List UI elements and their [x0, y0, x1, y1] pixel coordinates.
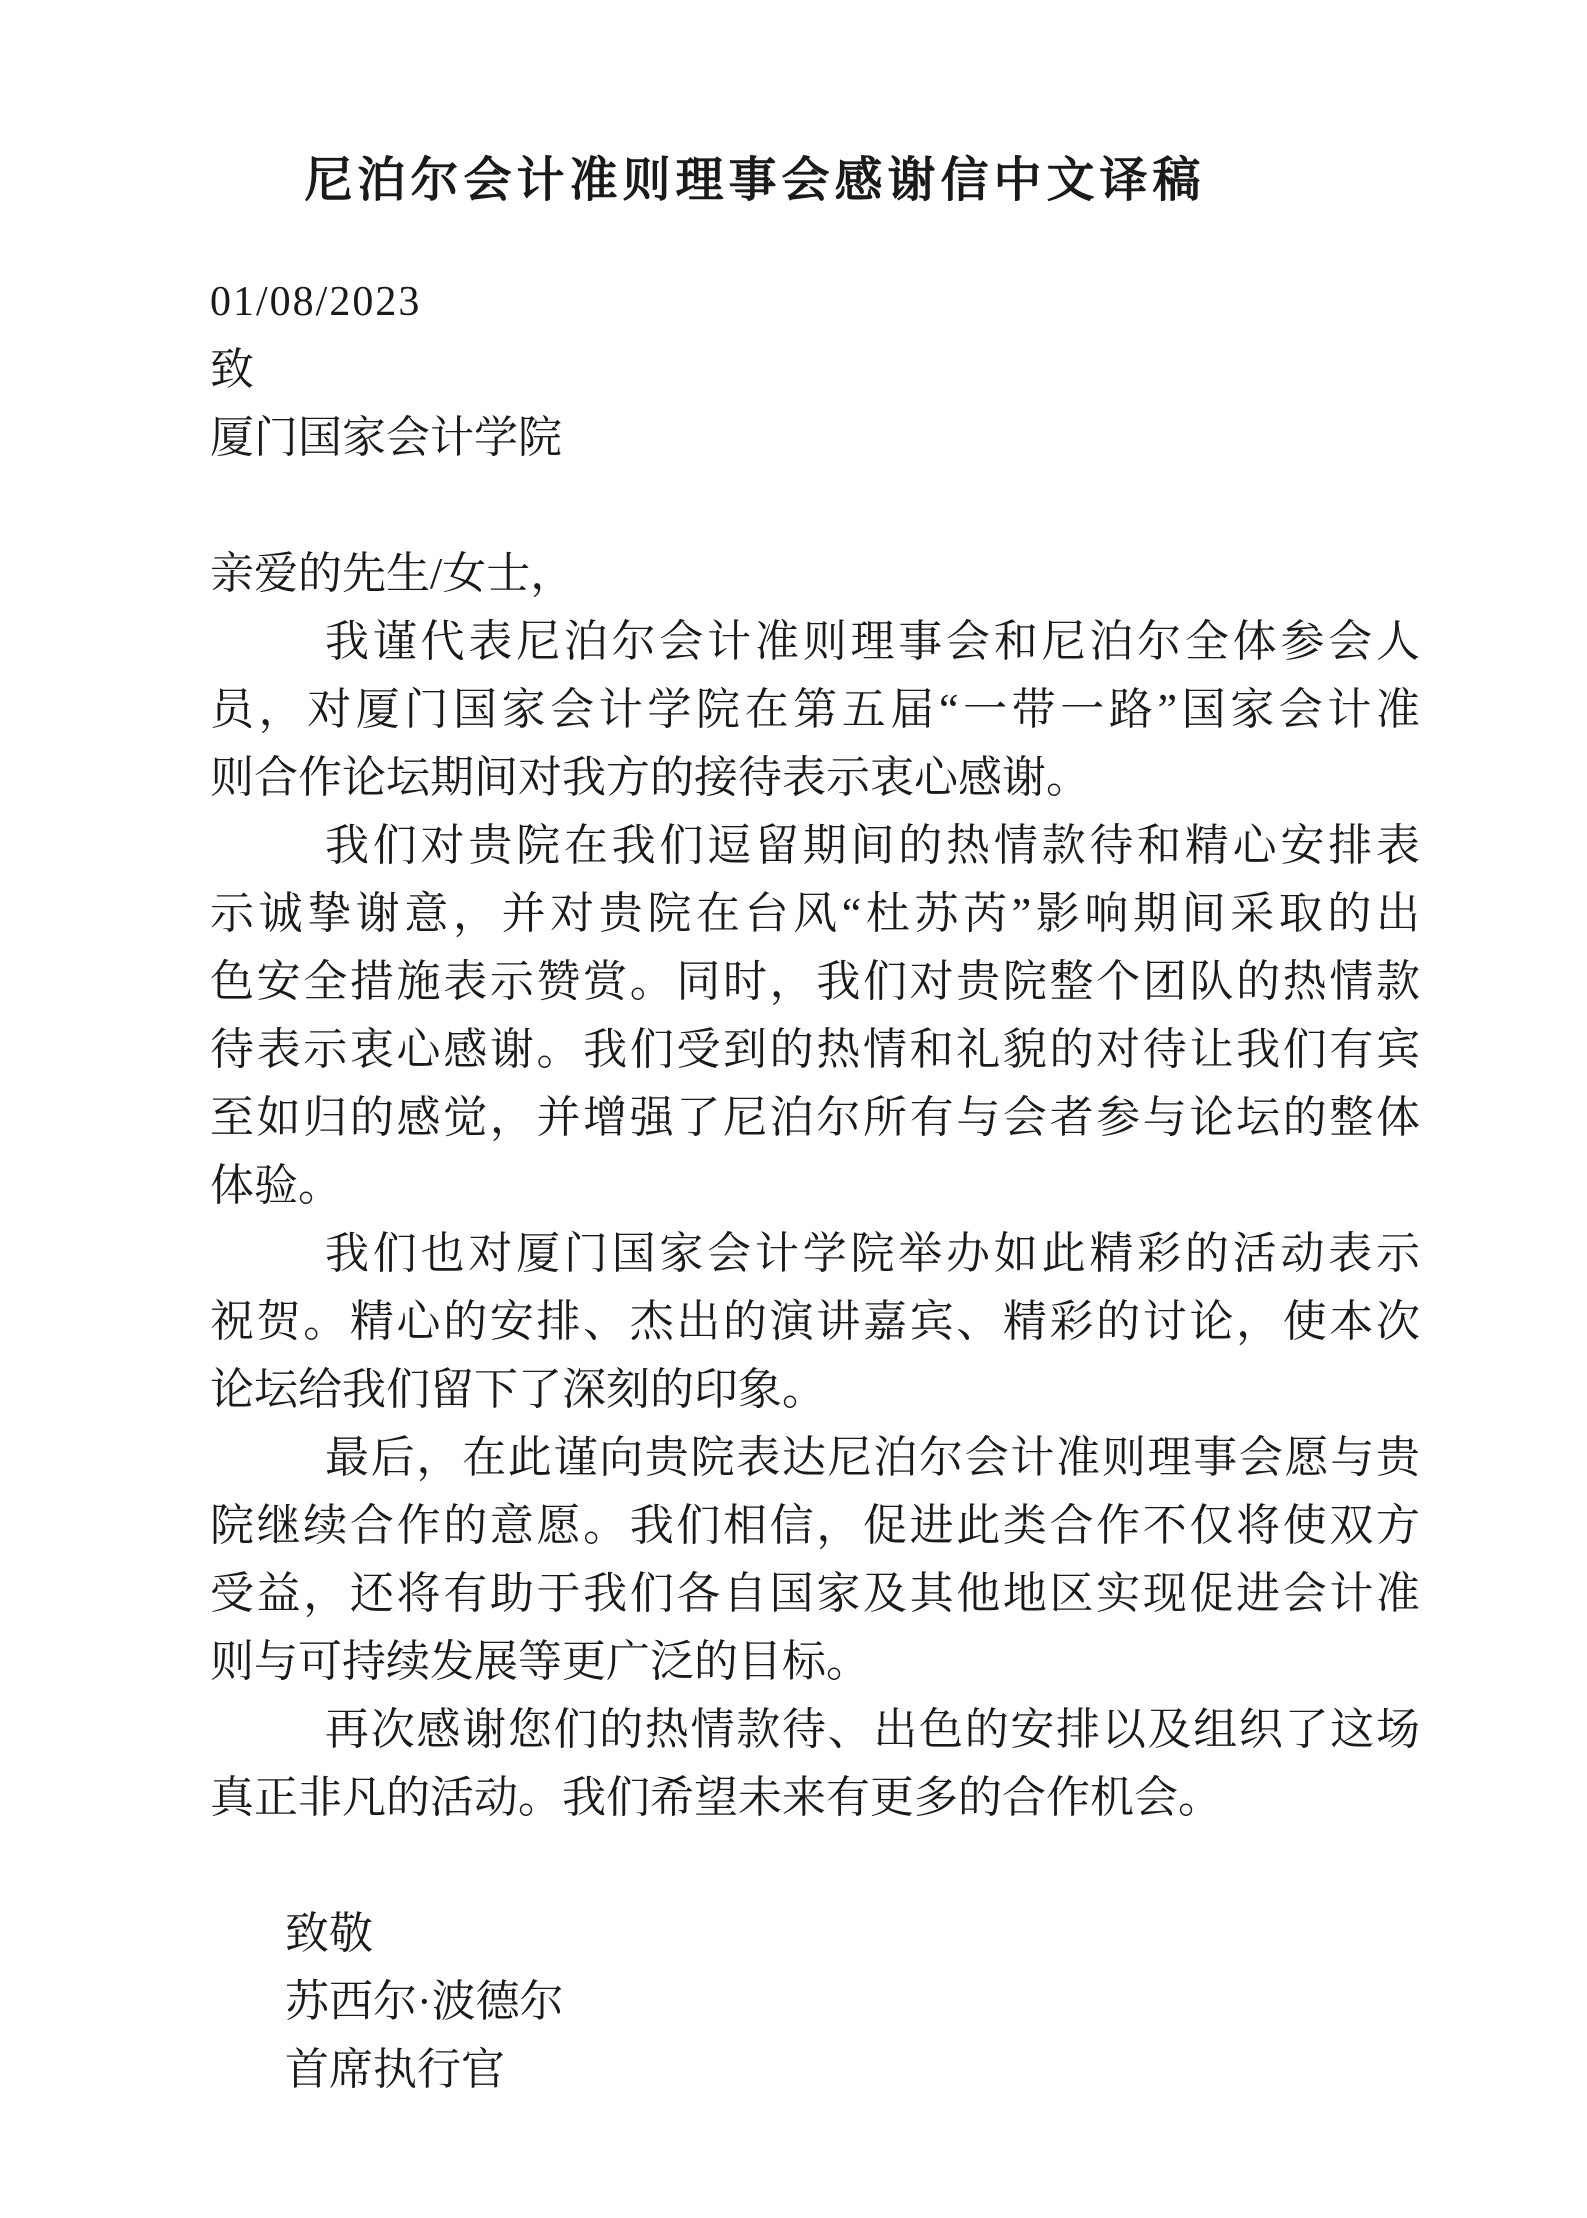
letter-line: 亲爱的先生/女士，: [210, 549, 575, 598]
letter-line: 论坛给我们留下了深刻的印象。: [210, 1365, 826, 1414]
letter-line: 体验。: [210, 1161, 342, 1210]
letter-line: 致: [210, 345, 254, 394]
letter-line: 我们也对厦门国家会计学院举办如此精彩的活动表示: [325, 1229, 1420, 1278]
letter-title: 尼泊尔会计准则理事会感谢信中文译稿: [304, 154, 1206, 207]
letter-line: 色安全措施表示赞赏。同时，我们对贵院整个团队的热情款: [210, 957, 1420, 1006]
blank-line: [210, 1832, 1420, 1900]
letter-line: 祝贺。精心的安排、杰出的演讲嘉宾、精彩的讨论，使本次: [210, 1297, 1420, 1346]
blank-line: [210, 472, 1420, 540]
letter-line: 苏西尔·波德尔: [285, 1977, 564, 2026]
letter-line: 首席执行官: [285, 2045, 505, 2094]
letter-line: 致敬: [285, 1909, 373, 1958]
letter-line: 再次感谢您们的热情款待、出色的安排以及组织了这场: [325, 1705, 1420, 1754]
letter-line: 院继续合作的意愿。我们相信，促进此类合作不仅将使双方: [210, 1501, 1420, 1550]
letter-line: 待表示衷心感谢。我们受到的热情和礼貌的对待让我们有宾: [210, 1025, 1420, 1074]
letter-line: 员，对厦门国家会计学院在第五届“一带一路”国家会计准: [210, 685, 1420, 734]
letter-line: 则与可持续发展等更广泛的目标。: [210, 1637, 870, 1686]
letter-body: [210, 268, 1420, 2104]
letter-line: 真正非凡的活动。我们希望未来有更多的合作机会。: [210, 1773, 1222, 1822]
letter-line: 则合作论坛期间对我方的接待表示衷心感谢。: [210, 753, 1090, 802]
letter-line: 示诚挚谢意，并对贵院在台风“杜苏芮”影响期间采取的出: [210, 889, 1420, 938]
letter-line: 最后，在此谨向贵院表达尼泊尔会计准则理事会愿与贵: [325, 1433, 1420, 1482]
letter-content: [210, 0, 1420, 2104]
letter-line: 01/08/2023: [210, 279, 422, 325]
letter-line: 我谨代表尼泊尔会计准则理事会和尼泊尔全体参会人: [325, 617, 1420, 666]
letter-line: 厦门国家会计学院: [210, 413, 562, 462]
letter-line: 受益，还将有助于我们各自国家及其他地区实现促进会计准: [210, 1569, 1420, 1618]
letter-line: 我们对贵院在我们逗留期间的热情款待和精心安排表: [325, 821, 1420, 870]
letter-line: 至如归的感觉，并增强了尼泊尔所有与会者参与论坛的整体: [210, 1093, 1420, 1142]
